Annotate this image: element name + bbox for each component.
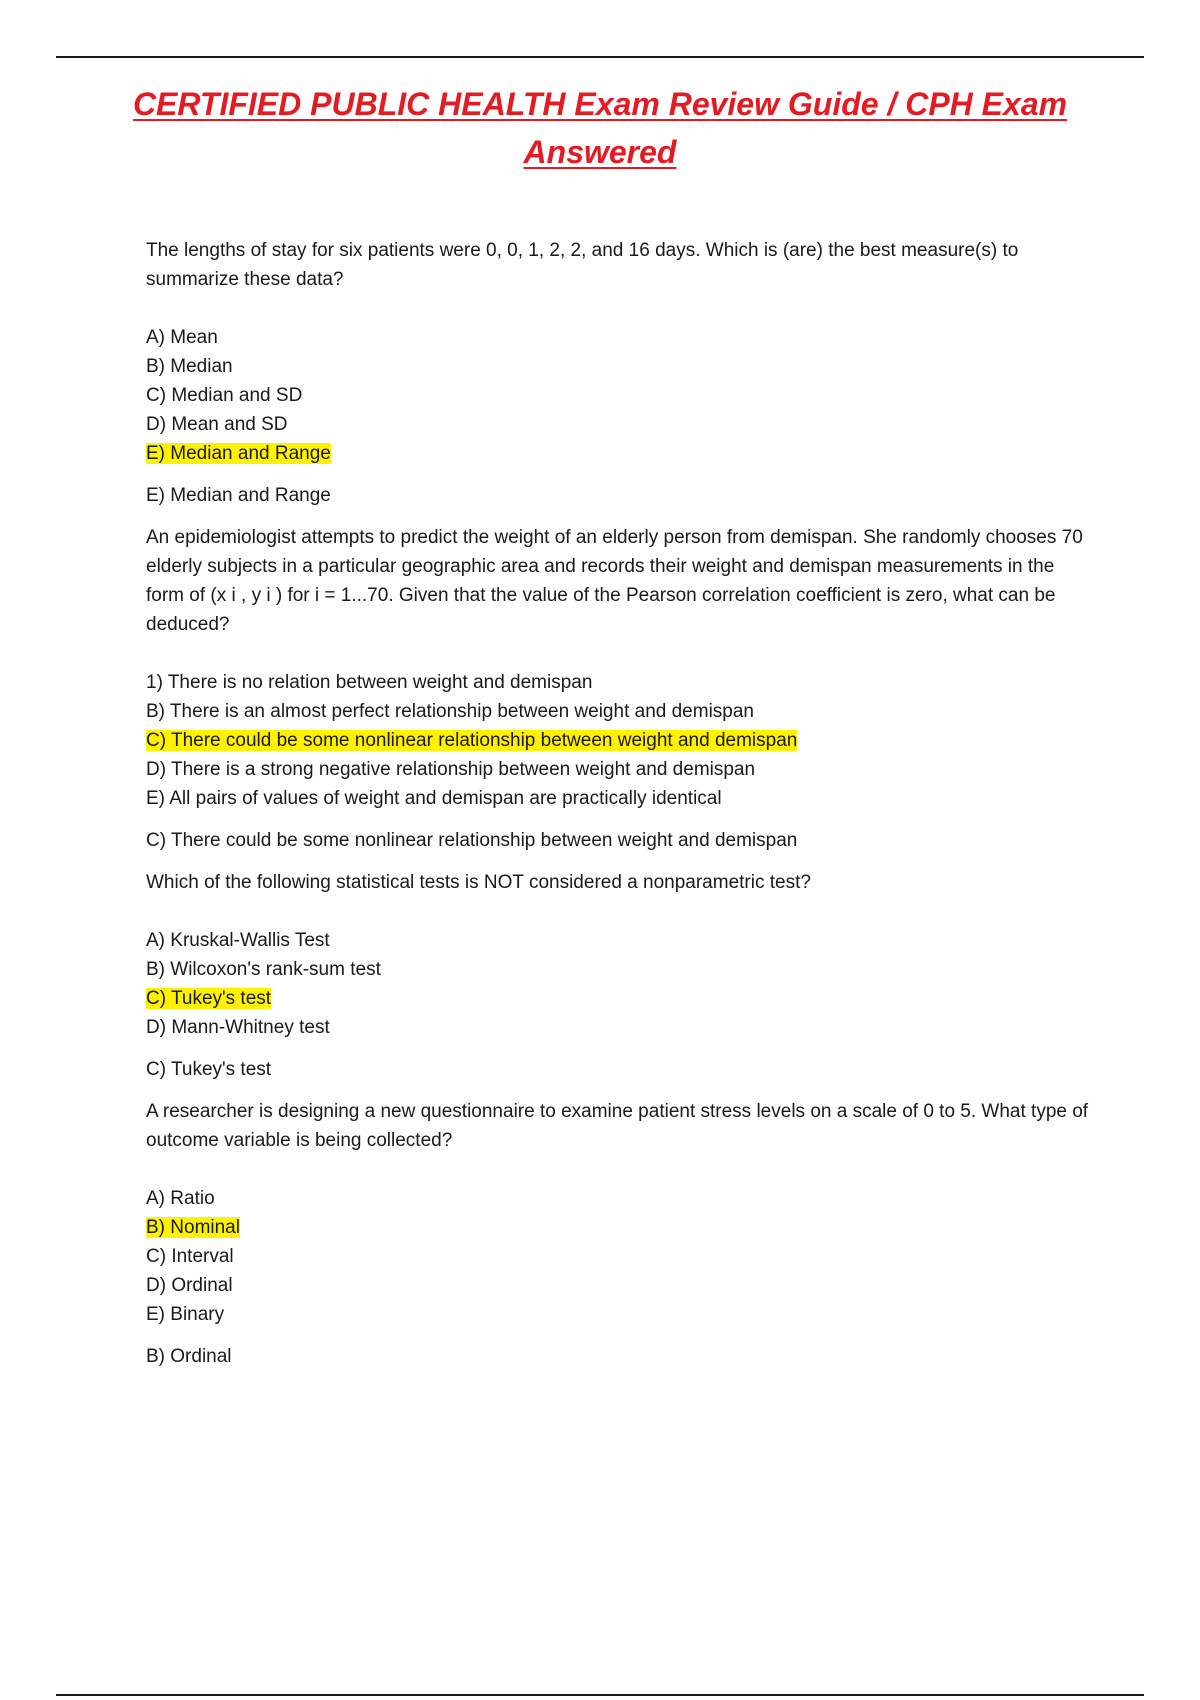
option-item: B) There is an almost perfect relationship between weight and demispan xyxy=(146,701,754,722)
highlighted-option: C) There could be some nonlinear relationship between weight and demispan xyxy=(146,730,798,751)
option-item-highlighted xyxy=(146,439,1096,468)
document-title: CERTIFIED PUBLIC HEALTH Exam Review Guide / CPH Exam Answered xyxy=(132,86,1068,170)
option-list xyxy=(146,1184,1096,1329)
highlighted-option: C) Tukey's test xyxy=(146,988,272,1009)
option-item: A) Kruskal-Wallis Test xyxy=(146,930,330,951)
option-item: D) Ordinal xyxy=(146,1275,233,1296)
question-block-1 xyxy=(146,236,1096,510)
option-item: C) Interval xyxy=(146,1246,234,1267)
question-text: A researcher is designing a new questionnaire to examine patient stress levels on a scale of 0 to 5. What type of outcome variable is being collected? xyxy=(146,1101,1089,1151)
option-item: E) All pairs of values of weight and demispan are practically identical xyxy=(146,788,722,809)
question-block-2 xyxy=(146,523,1096,855)
question-block-3 xyxy=(146,868,1096,1084)
option-item: A) Ratio xyxy=(146,1188,215,1209)
option-item: B) Median xyxy=(146,356,233,377)
question-block-4 xyxy=(146,1097,1096,1371)
option-list xyxy=(146,323,1096,468)
header-rule xyxy=(56,56,1144,58)
highlighted-option: E) Median and Range xyxy=(146,443,331,464)
document-body xyxy=(146,236,1096,1384)
answer-text: E) Median and Range xyxy=(146,485,331,506)
option-item: A) Mean xyxy=(146,327,218,348)
option-item: C) Median and SD xyxy=(146,385,303,406)
option-list xyxy=(146,668,1096,813)
option-item-highlighted xyxy=(146,984,1096,1013)
option-item: B) Wilcoxon's rank-sum test xyxy=(146,959,381,980)
option-item: D) Mean and SD xyxy=(146,414,288,435)
option-item: D) Mann-Whitney test xyxy=(146,1017,330,1038)
option-item: 1) There is no relation between weight and demispan xyxy=(146,672,593,693)
footer-rule xyxy=(56,1694,1144,1696)
answer-text: B) Ordinal xyxy=(146,1346,232,1367)
question-text: Which of the following statistical tests is NOT considered a nonparametric test? xyxy=(146,872,811,893)
answer-text: C) There could be some nonlinear relationship between weight and demispan xyxy=(146,830,798,851)
option-item-highlighted xyxy=(146,1213,1096,1242)
option-item: E) Binary xyxy=(146,1304,225,1325)
question-text: An epidemiologist attempts to predict the weight of an elderly person from demispan. She randomly chooses 70 elderly subjects in a particular geographic area and records their weight and demispan measurements in the form of (x i , y i ) for i = 1...70. Given that the value of the Pearson correlation coefficient is zero, what can be deduced? xyxy=(146,527,1083,635)
highlighted-option: B) Nominal xyxy=(146,1217,240,1238)
option-item-highlighted xyxy=(146,726,1096,755)
question-text: The lengths of stay for six patients were 0, 0, 1, 2, 2, and 16 days. Which is (are) the best measure(s) to summarize these data? xyxy=(146,240,1019,290)
answer-text: C) Tukey's test xyxy=(146,1059,272,1080)
option-item: D) There is a strong negative relationship between weight and demispan xyxy=(146,759,756,780)
option-list xyxy=(146,926,1096,1042)
